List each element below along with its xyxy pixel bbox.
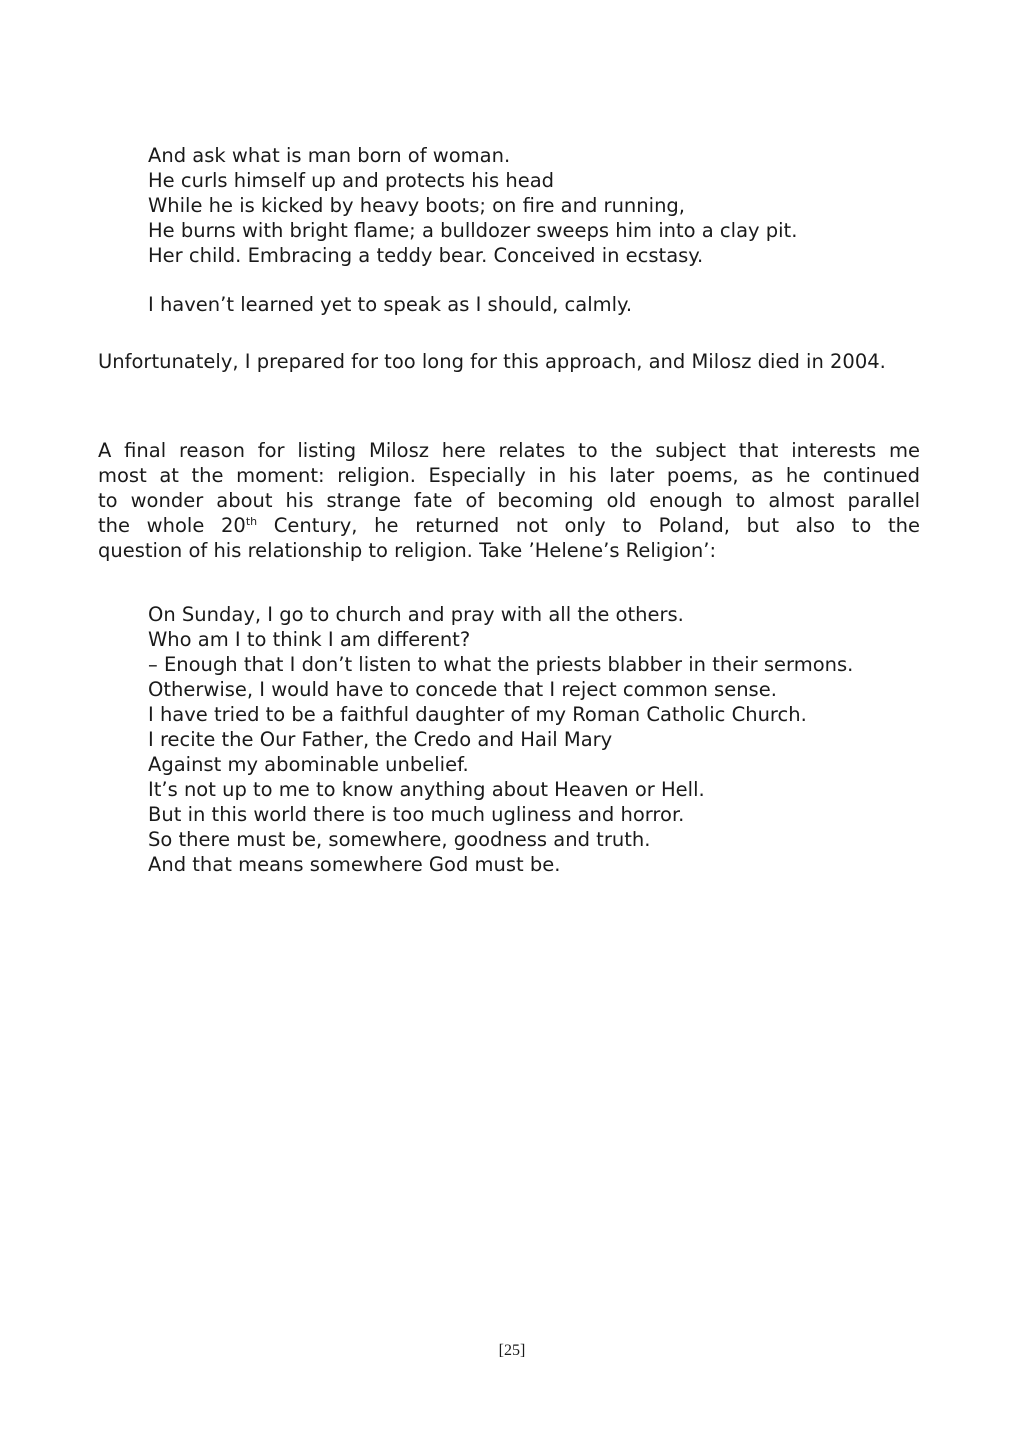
paragraph-text: the whole 20 bbox=[98, 514, 246, 537]
paragraph-line: most at the moment: religion. Especially in his later poems, as he continued bbox=[98, 464, 920, 487]
poem-line: Otherwise, I would have to concede that I reject common sense. bbox=[148, 678, 777, 701]
poem-line: I haven’t learned yet to speak as I should, calmly. bbox=[148, 293, 633, 316]
body-paragraph-2 bbox=[98, 438, 920, 563]
poem-line: He curls himself up and protects his head bbox=[148, 169, 555, 192]
poem-line: Who am I to think I am different? bbox=[148, 628, 471, 651]
poem-line: – Enough that I don’t listen to what the priests blabber in their sermons. bbox=[148, 653, 854, 676]
poem-line: It’s not up to me to know anything about Heaven or Hell. bbox=[148, 778, 705, 801]
poem-helenes-religion bbox=[148, 602, 948, 877]
poem-line: And ask what is man born of woman. bbox=[148, 144, 511, 167]
poem-line: On Sunday, I go to church and pray with all the others. bbox=[148, 603, 684, 626]
poem-line: I have tried to be a faithful daughter of my Roman Catholic Church. bbox=[148, 703, 807, 726]
page-number: [25] bbox=[498, 1342, 526, 1359]
poem-line: I recite the Our Father, the Credo and Hail Mary bbox=[148, 728, 613, 751]
paragraph-line: question of his relationship to religion. Take ’Helene’s Religion’: bbox=[98, 539, 717, 562]
poem-line: He burns with bright flame; a bulldozer sweeps him into a clay pit. bbox=[148, 219, 798, 242]
poem-excerpt-2 bbox=[148, 292, 948, 317]
body-paragraph-1: Unfortunately, I prepared for too long for this approach, and Milosz died in 2004. bbox=[98, 350, 886, 373]
paragraph-line: to wonder about his strange fate of becoming old enough to almost parallel bbox=[98, 489, 920, 512]
paragraph-line bbox=[98, 513, 920, 538]
paragraph-line: A final reason for listing Milosz here relates to the subject that interests me bbox=[98, 439, 920, 462]
poem-line: But in this world there is too much ugliness and horror. bbox=[148, 803, 685, 826]
poem-line: So there must be, somewhere, goodness and truth. bbox=[148, 828, 651, 851]
poem-line: While he is kicked by heavy boots; on fire and running, bbox=[148, 194, 686, 217]
paragraph-text: Century, he returned not only to Poland, but also to the bbox=[257, 514, 920, 537]
poem-line: Against my abominable unbelief. bbox=[148, 753, 469, 776]
poem-excerpt-1 bbox=[148, 143, 948, 268]
poem-line: Her child. Embracing a teddy bear. Conceived in ecstasy. bbox=[148, 244, 704, 267]
ordinal-superscript: th bbox=[245, 515, 258, 528]
poem-line: And that means somewhere God must be. bbox=[148, 853, 561, 876]
